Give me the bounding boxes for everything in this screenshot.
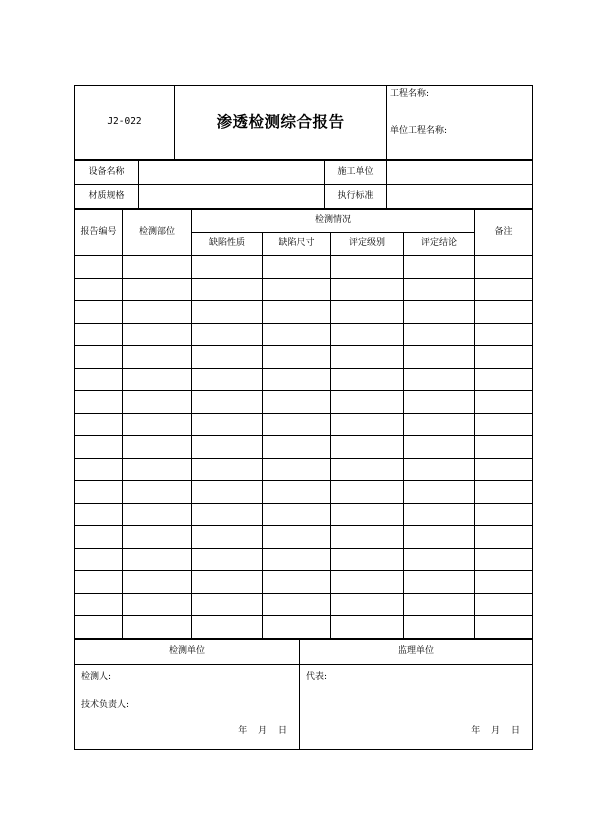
table-cell[interactable] bbox=[331, 616, 404, 639]
table-cell[interactable] bbox=[475, 278, 533, 301]
table-cell[interactable] bbox=[404, 256, 475, 279]
table-row bbox=[75, 413, 533, 436]
table-cell[interactable] bbox=[404, 458, 475, 481]
table-cell[interactable] bbox=[192, 436, 263, 459]
table-cell[interactable] bbox=[475, 526, 533, 549]
table-cell[interactable] bbox=[331, 278, 404, 301]
table-cell[interactable] bbox=[123, 278, 192, 301]
table-cell[interactable] bbox=[192, 458, 263, 481]
table-cell[interactable] bbox=[263, 548, 331, 571]
equipment-label: 设备名称 bbox=[75, 161, 139, 185]
table-cell[interactable] bbox=[75, 616, 123, 639]
table-cell[interactable] bbox=[75, 346, 123, 369]
table-row bbox=[75, 458, 533, 481]
table-cell[interactable] bbox=[192, 571, 263, 594]
table-cell[interactable] bbox=[123, 323, 192, 346]
table-cell[interactable] bbox=[192, 503, 263, 526]
table-cell[interactable] bbox=[475, 368, 533, 391]
table-row bbox=[75, 256, 533, 279]
table-cell[interactable] bbox=[263, 323, 331, 346]
table-cell[interactable] bbox=[263, 346, 331, 369]
table-cell[interactable] bbox=[75, 481, 123, 504]
table-cell[interactable] bbox=[75, 436, 123, 459]
table-row bbox=[75, 616, 533, 639]
table-cell[interactable] bbox=[331, 323, 404, 346]
table-cell[interactable] bbox=[123, 413, 192, 436]
table-cell[interactable] bbox=[123, 436, 192, 459]
table-row bbox=[75, 481, 533, 504]
table-cell[interactable] bbox=[75, 503, 123, 526]
table-cell[interactable] bbox=[404, 278, 475, 301]
col-remark: 备注 bbox=[475, 210, 533, 256]
table-cell[interactable] bbox=[475, 391, 533, 414]
signature-table bbox=[74, 639, 533, 750]
table-cell[interactable] bbox=[331, 301, 404, 324]
table-row bbox=[75, 436, 533, 459]
table-row bbox=[75, 503, 533, 526]
table-cell[interactable] bbox=[475, 593, 533, 616]
table-cell[interactable] bbox=[192, 548, 263, 571]
representative-label: 代表: bbox=[306, 671, 328, 682]
inspection-date: 年 月 日 bbox=[238, 725, 287, 736]
col-conclusion: 评定结论 bbox=[404, 233, 475, 256]
table-cell[interactable] bbox=[475, 301, 533, 324]
table-cell[interactable] bbox=[192, 301, 263, 324]
inspector-label: 检测人: bbox=[81, 671, 112, 682]
table-cell[interactable] bbox=[75, 368, 123, 391]
table-body bbox=[75, 256, 533, 639]
table-cell[interactable] bbox=[263, 503, 331, 526]
table-cell[interactable] bbox=[475, 616, 533, 639]
table-cell[interactable] bbox=[475, 256, 533, 279]
info-table bbox=[74, 160, 533, 209]
table-cell[interactable] bbox=[123, 301, 192, 324]
table-cell[interactable] bbox=[75, 323, 123, 346]
table-row bbox=[75, 278, 533, 301]
construction-unit-label: 施工单位 bbox=[325, 161, 387, 185]
col-report-no: 报告编号 bbox=[75, 210, 123, 256]
equipment-value[interactable] bbox=[139, 161, 325, 185]
material-label: 材质规格 bbox=[75, 185, 139, 209]
table-cell[interactable] bbox=[263, 526, 331, 549]
table-cell[interactable] bbox=[192, 391, 263, 414]
table-cell[interactable] bbox=[123, 593, 192, 616]
table-cell[interactable] bbox=[263, 391, 331, 414]
table-cell[interactable] bbox=[331, 458, 404, 481]
table-cell[interactable] bbox=[475, 548, 533, 571]
project-name-label: 工程名称: bbox=[390, 89, 430, 99]
table-cell[interactable] bbox=[75, 278, 123, 301]
table-cell[interactable] bbox=[123, 481, 192, 504]
table-cell[interactable] bbox=[475, 503, 533, 526]
table-cell[interactable] bbox=[404, 548, 475, 571]
table-cell[interactable] bbox=[263, 481, 331, 504]
col-defect-nature: 缺陷性质 bbox=[192, 233, 263, 256]
supervision-sign-cell[interactable] bbox=[300, 664, 533, 749]
table-row bbox=[75, 548, 533, 571]
table-cell[interactable] bbox=[75, 256, 123, 279]
table-cell[interactable] bbox=[123, 616, 192, 639]
table-cell[interactable] bbox=[75, 526, 123, 549]
table-cell[interactable] bbox=[192, 616, 263, 639]
table-cell[interactable] bbox=[123, 458, 192, 481]
table-cell[interactable] bbox=[263, 616, 331, 639]
table-cell[interactable] bbox=[123, 368, 192, 391]
supervision-unit-label: 监理单位 bbox=[300, 639, 533, 664]
supervision-date: 年 月 日 bbox=[471, 725, 520, 736]
table-cell[interactable] bbox=[263, 458, 331, 481]
table-cell[interactable] bbox=[475, 481, 533, 504]
table-cell[interactable] bbox=[404, 526, 475, 549]
col-grade: 评定级别 bbox=[331, 233, 404, 256]
table-cell[interactable] bbox=[404, 413, 475, 436]
table-cell[interactable] bbox=[475, 436, 533, 459]
table-cell[interactable] bbox=[192, 413, 263, 436]
table-cell[interactable] bbox=[331, 526, 404, 549]
table-cell[interactable] bbox=[75, 593, 123, 616]
table-row bbox=[75, 368, 533, 391]
report-sheet bbox=[74, 85, 532, 750]
table-cell[interactable] bbox=[331, 548, 404, 571]
table-cell[interactable] bbox=[123, 526, 192, 549]
table-cell[interactable] bbox=[404, 346, 475, 369]
table-cell[interactable] bbox=[331, 346, 404, 369]
table-cell[interactable] bbox=[192, 593, 263, 616]
col-situation: 检测情况 bbox=[192, 210, 475, 233]
table-cell[interactable] bbox=[404, 436, 475, 459]
standard-label: 执行标准 bbox=[325, 185, 387, 209]
material-value[interactable] bbox=[139, 185, 325, 209]
table-cell[interactable] bbox=[192, 346, 263, 369]
table-cell[interactable] bbox=[123, 571, 192, 594]
table-row bbox=[75, 346, 533, 369]
table-cell[interactable] bbox=[263, 368, 331, 391]
tech-lead-label: 技术负责人: bbox=[81, 699, 130, 710]
inspection-sign-cell[interactable] bbox=[75, 664, 300, 749]
table-cell[interactable] bbox=[404, 368, 475, 391]
table-cell[interactable] bbox=[475, 571, 533, 594]
table-cell[interactable] bbox=[192, 526, 263, 549]
table-cell[interactable] bbox=[263, 301, 331, 324]
table-cell[interactable] bbox=[123, 391, 192, 414]
table-cell[interactable] bbox=[192, 278, 263, 301]
table-cell[interactable] bbox=[404, 571, 475, 594]
table-cell[interactable] bbox=[404, 391, 475, 414]
table-row bbox=[75, 391, 533, 414]
table-cell[interactable] bbox=[123, 503, 192, 526]
project-cell[interactable] bbox=[387, 86, 533, 160]
table-cell[interactable] bbox=[404, 301, 475, 324]
table-cell[interactable] bbox=[404, 503, 475, 526]
inspection-unit-label: 检测单位 bbox=[75, 639, 300, 664]
inspection-table bbox=[74, 209, 533, 639]
table-cell[interactable] bbox=[331, 481, 404, 504]
table-cell[interactable] bbox=[263, 436, 331, 459]
table-cell[interactable] bbox=[263, 593, 331, 616]
table-cell[interactable] bbox=[475, 413, 533, 436]
table-cell[interactable] bbox=[192, 481, 263, 504]
table-cell[interactable] bbox=[75, 391, 123, 414]
table-cell[interactable] bbox=[404, 593, 475, 616]
unit-project-label: 单位工程名称: bbox=[390, 126, 448, 136]
table-cell[interactable] bbox=[75, 571, 123, 594]
table-cell[interactable] bbox=[331, 593, 404, 616]
construction-unit-value[interactable] bbox=[387, 161, 533, 185]
table-cell[interactable] bbox=[475, 346, 533, 369]
table-row bbox=[75, 301, 533, 324]
table-cell[interactable] bbox=[263, 256, 331, 279]
table-cell[interactable] bbox=[123, 346, 192, 369]
table-cell[interactable] bbox=[331, 256, 404, 279]
table-cell[interactable] bbox=[331, 413, 404, 436]
table-row bbox=[75, 593, 533, 616]
table-row bbox=[75, 323, 533, 346]
table-cell[interactable] bbox=[263, 278, 331, 301]
table-cell[interactable] bbox=[404, 481, 475, 504]
table-cell[interactable] bbox=[475, 323, 533, 346]
form-title: 渗透检测综合报告 bbox=[175, 86, 387, 160]
table-cell[interactable] bbox=[192, 323, 263, 346]
table-cell[interactable] bbox=[75, 413, 123, 436]
table-cell[interactable] bbox=[331, 391, 404, 414]
table-cell[interactable] bbox=[331, 503, 404, 526]
table-cell[interactable] bbox=[475, 458, 533, 481]
table-cell[interactable] bbox=[75, 458, 123, 481]
table-cell[interactable] bbox=[123, 256, 192, 279]
form-code: J2-022 bbox=[75, 86, 175, 160]
table-cell[interactable] bbox=[192, 256, 263, 279]
header-table bbox=[74, 85, 533, 160]
table-row bbox=[75, 571, 533, 594]
table-cell[interactable] bbox=[75, 301, 123, 324]
col-part: 检测部位 bbox=[123, 210, 192, 256]
table-cell[interactable] bbox=[263, 413, 331, 436]
standard-value[interactable] bbox=[387, 185, 533, 209]
table-cell[interactable] bbox=[404, 616, 475, 639]
table-cell[interactable] bbox=[331, 571, 404, 594]
table-cell[interactable] bbox=[75, 548, 123, 571]
table-cell[interactable] bbox=[331, 436, 404, 459]
table-cell[interactable] bbox=[263, 571, 331, 594]
table-cell[interactable] bbox=[192, 368, 263, 391]
col-defect-size: 缺陷尺寸 bbox=[263, 233, 331, 256]
table-cell[interactable] bbox=[404, 323, 475, 346]
table-cell[interactable] bbox=[331, 368, 404, 391]
table-row bbox=[75, 526, 533, 549]
table-cell[interactable] bbox=[123, 548, 192, 571]
